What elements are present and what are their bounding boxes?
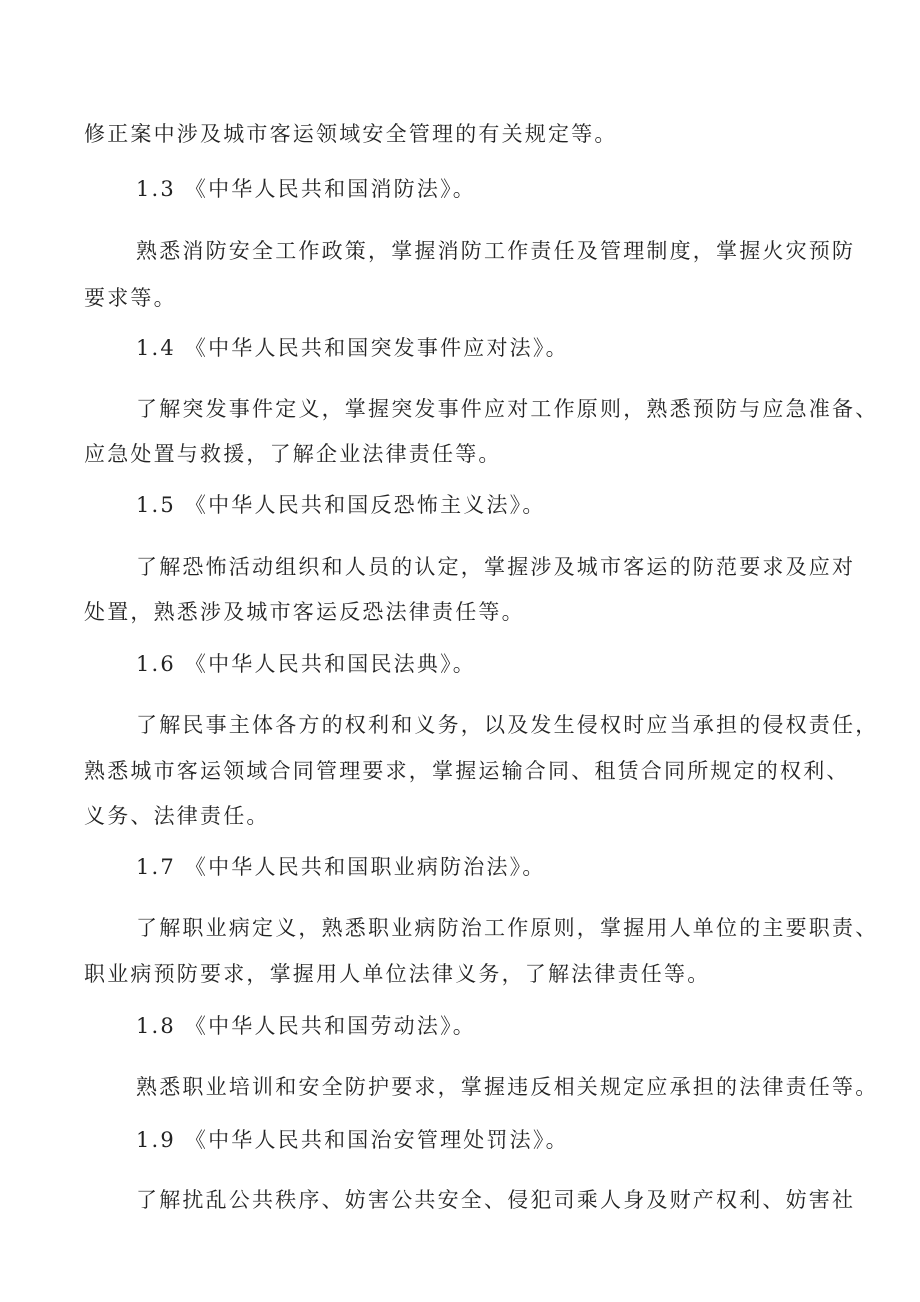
paragraph-continuation-line: 修正案中涉及城市客运领域安全管理的有关规定等。: [84, 122, 618, 146]
section-heading-1-7: 1.7 《中华人民共和国职业病防治法》。: [136, 855, 546, 879]
paragraph-1-6-line-3: 义务、法律责任。: [84, 804, 270, 828]
section-heading-1-5: 1.5 《中华人民共和国反恐怖主义法》。: [136, 493, 546, 517]
paragraph-1-7-line-2: 职业病预防要求，掌握用人单位法律义务，了解法律责任等。: [84, 962, 711, 986]
section-heading-1-4: 1.4 《中华人民共和国突发事件应对法》。: [136, 336, 569, 360]
paragraph-1-3-line-2: 要求等。: [84, 286, 177, 310]
section-heading-1-9: 1.9 《中华人民共和国治安管理处罚法》。: [136, 1128, 569, 1152]
section-heading-1-8: 1.8 《中华人民共和国劳动法》。: [136, 1014, 476, 1038]
paragraph-1-8-line-1: 熟悉职业培训和安全防护要求，掌握违反相关规定应承担的法律责任等。: [136, 1075, 879, 1099]
paragraph-1-5-line-1: 了解恐怖活动组织和人员的认定，掌握涉及城市客运的防范要求及应对: [136, 555, 856, 579]
paragraph-1-6-line-2: 熟悉城市客运领域合同管理要求，掌握运输合同、租赁合同所规定的权利、: [84, 759, 850, 783]
paragraph-1-4-line-2: 应急处置与救援，了解企业法律责任等。: [84, 442, 502, 466]
paragraph-1-4-line-1: 了解突发事件定义，掌握突发事件应对工作原则，熟悉预防与应急准备、: [136, 397, 879, 421]
section-heading-1-3: 1.3 《中华人民共和国消防法》。: [136, 177, 476, 201]
paragraph-1-7-line-1: 了解职业病定义，熟悉职业病防治工作原则，掌握用人单位的主要职责、: [136, 916, 879, 940]
paragraph-1-5-line-2: 处置，熟悉涉及城市客运反恐法律责任等。: [84, 600, 525, 624]
paragraph-1-3-line-1: 熟悉消防安全工作政策，掌握消防工作责任及管理制度，掌握火灾预防: [136, 239, 856, 263]
paragraph-1-9-line-1: 了解扰乱公共秩序、妨害公共安全、侵犯司乘人身及财产权利、妨害社: [136, 1188, 856, 1212]
paragraph-1-6-line-1: 了解民事主体各方的权利和义务，以及发生侵权时应当承担的侵权责任，: [136, 713, 879, 737]
section-heading-1-6: 1.6 《中华人民共和国民法典》。: [136, 652, 476, 676]
